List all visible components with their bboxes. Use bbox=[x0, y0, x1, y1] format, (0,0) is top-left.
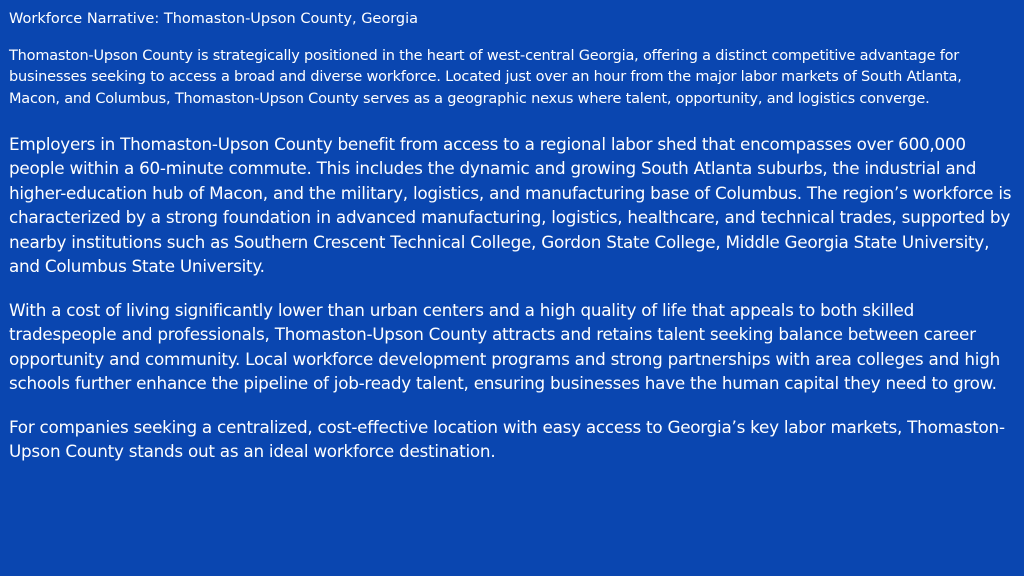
paragraph-labor-shed: Employers in Thomaston-Upson County benefit from access to a regional labor shed that encompasses over 600,000 people within a 60-minute commute. This includes the dynamic and growing South Atlanta suburbs, the industrial and higher-education hub of Macon, and the military, logistics, and manufacturing base of Columbus. The region’s workforce is characterized by a strong foundation in advanced manufacturing, logistics, healthcare, and technical trades, supported by nearby institutions such as Southern Crescent Technical College, Gordon State College, Middle Georgia State University, and Columbus State University. bbox=[9, 133, 1012, 277]
paragraph-cost-of-living: With a cost of living significantly lower than urban centers and a high quality of life that appeals to both skilled tradespeople and professionals, Thomaston-Upson County attracts and retains talent seeking balance between career opportunity and community. Local workforce development programs and strong partnerships with area colleges and high schools further enhance the pipeline of job-ready talent, ensuring businesses have the human capital they need to grow. bbox=[9, 299, 1001, 394]
paragraph-intro: Thomaston-Upson County is strategically positioned in the heart of west-central Georgia, offering a distinct competitive advantage for businesses seeking to access a broad and diverse workforce. Located just over an hour from the major labor markets of South Atlanta, Macon, and Columbus, Thomaston-Upson County serves as a geographic nexus where talent, opportunity, and logistics converge. bbox=[9, 48, 962, 107]
paragraph-conclusion: For companies seeking a centralized, cost-effective location with easy access to Georgia’s key labor markets, Thomaston-Upson County stands out as an ideal workforce destination. bbox=[9, 416, 1005, 462]
document-title: Workforce Narrative: Thomaston-Upson County, Georgia bbox=[9, 11, 419, 27]
